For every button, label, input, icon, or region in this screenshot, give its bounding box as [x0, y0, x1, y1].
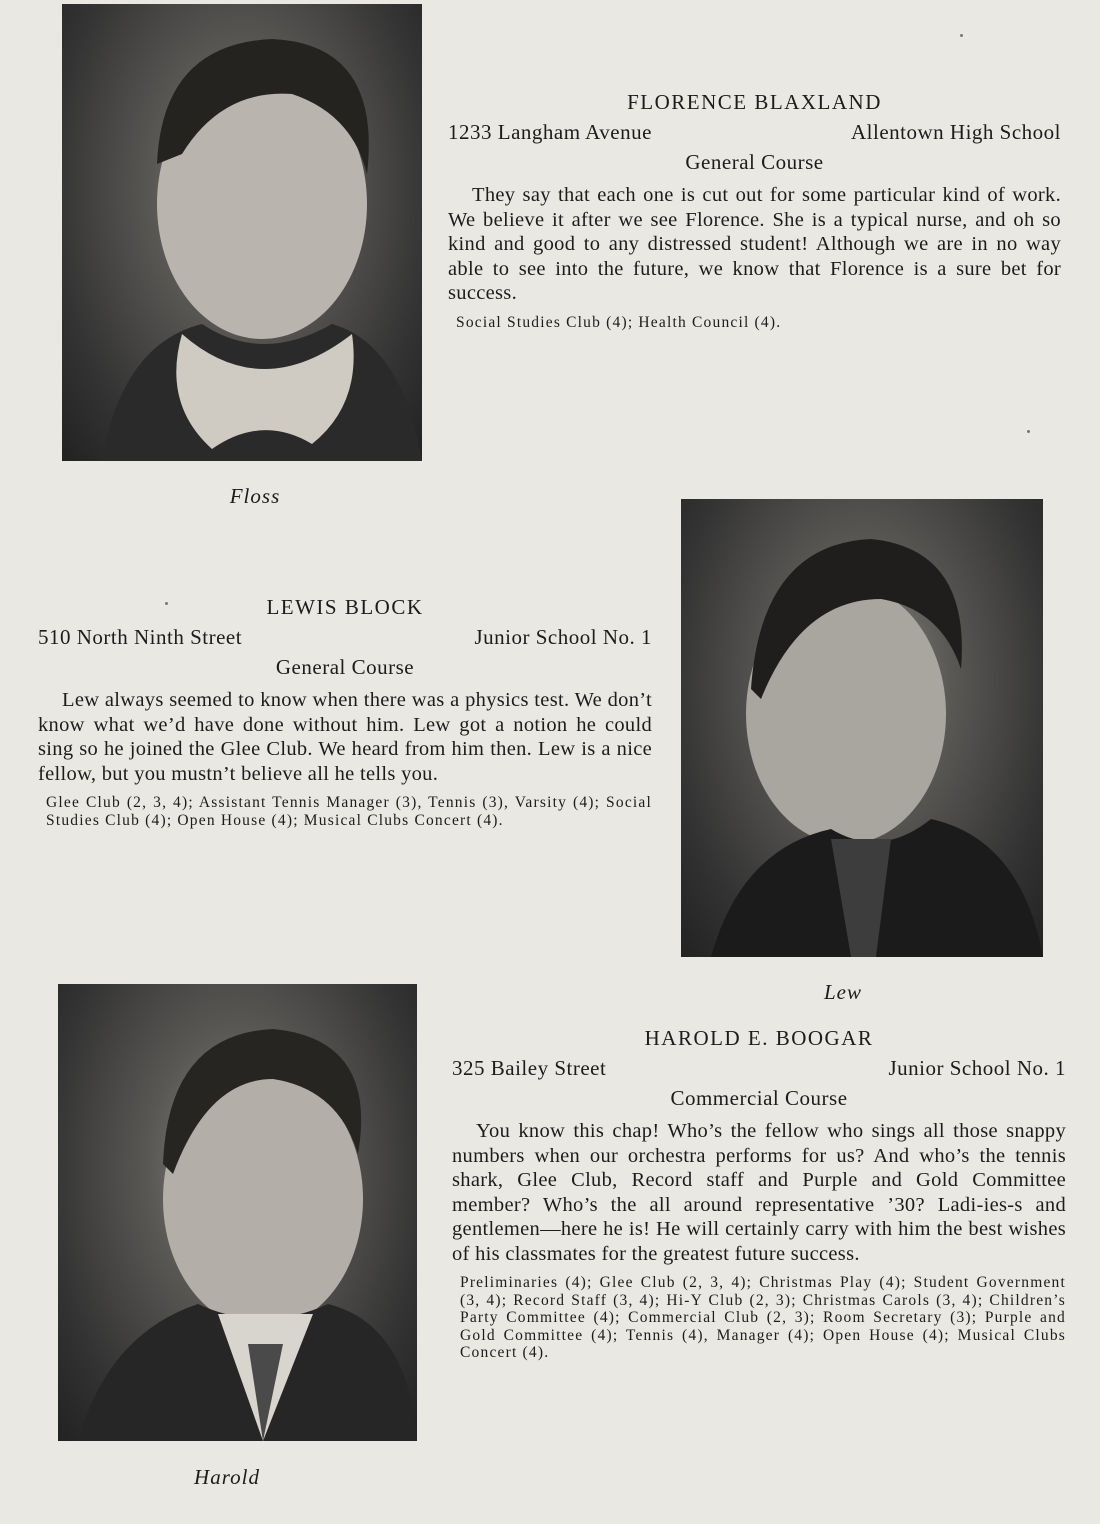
course: General Course: [275, 655, 415, 679]
course: General Course: [685, 150, 824, 174]
nickname-lewis: Lew: [823, 980, 862, 1004]
previous-school: Allentown High School: [851, 120, 1061, 144]
activities: Glee Club (2, 3, 4); Assistant Tennis Manager (3), Tennis (3), Varsity (4); Social Studies Club (4); Open House (4); Musical Clubs Concert (4).: [46, 794, 652, 829]
portrait-harold: [58, 984, 417, 1441]
address: 1233 Langham Avenue: [448, 120, 652, 144]
biography: They say that each one is cut out for some particular kind of work. We believe it after we see Florence. She is a typical nurse, and oh so kind and good to any distressed student! Although we are in no way able to see into the future, we know that Florence is a sure bet for success.: [448, 184, 1061, 304]
activities: Preliminaries (4); Glee Club (2, 3, 4); Christmas Play (4); Student Government (3, 4); Record Staff (3, 4); Hi-Y Club (2, 3); Christmas Carols (3, 4); Children’s Party Committee (4); Commercial Club (2, 3); Room Secretary (3); Purple and Gold Committee (4); Tennis (4), Manager (4); Open House (4); Musical Clubs Concert (4).: [460, 1274, 1066, 1361]
student-name: FLORENCE BLAXLAND: [627, 90, 882, 114]
address-line: [448, 119, 1061, 145]
student-name: LEWIS BLOCK: [266, 595, 424, 619]
paper-speck: [1027, 430, 1030, 433]
activities: Social Studies Club (4); Health Council (4).: [456, 313, 782, 331]
nickname-florence: Floss: [229, 484, 281, 508]
previous-school: Junior School No. 1: [888, 1056, 1066, 1080]
address-line: [452, 1055, 1066, 1081]
portrait-florence: [62, 4, 422, 461]
paper-speck: [165, 602, 168, 605]
entry-lewis: [38, 595, 652, 829]
biography: You know this chap! Who’s the fellow who sings all those snappy numbers when our orchestra performs for us? And who’s the tennis shark, Glee Club, Record staff and Purple and Gold Committee member? Who’s the all around representative ’30? Ladi-ies-s and gentlemen—here he is! He will certainly carry with him the best wishes of his classmates for the greatest future success.: [452, 1120, 1066, 1265]
biography: Lew always seemed to know when there was a physics test. We don’t know what we’d have done without him. Lew got a notion he could sing so he joined the Glee Club. We heard from him then. Lew is a nice fellow, but you mustn’t believe all he tells you.: [38, 689, 652, 785]
previous-school: Junior School No. 1: [474, 625, 652, 649]
address-line: [38, 624, 652, 650]
entry-florence: [448, 90, 1061, 331]
address: 325 Bailey Street: [452, 1056, 607, 1080]
course: Commercial Course: [670, 1086, 848, 1110]
entry-harold: [452, 1026, 1066, 1362]
nickname-harold: Harold: [194, 1465, 260, 1489]
student-name: HAROLD E. BOOGAR: [644, 1026, 874, 1050]
portrait-lewis: [681, 499, 1043, 957]
paper-speck: [960, 34, 963, 37]
address: 510 North Ninth Street: [38, 625, 243, 649]
